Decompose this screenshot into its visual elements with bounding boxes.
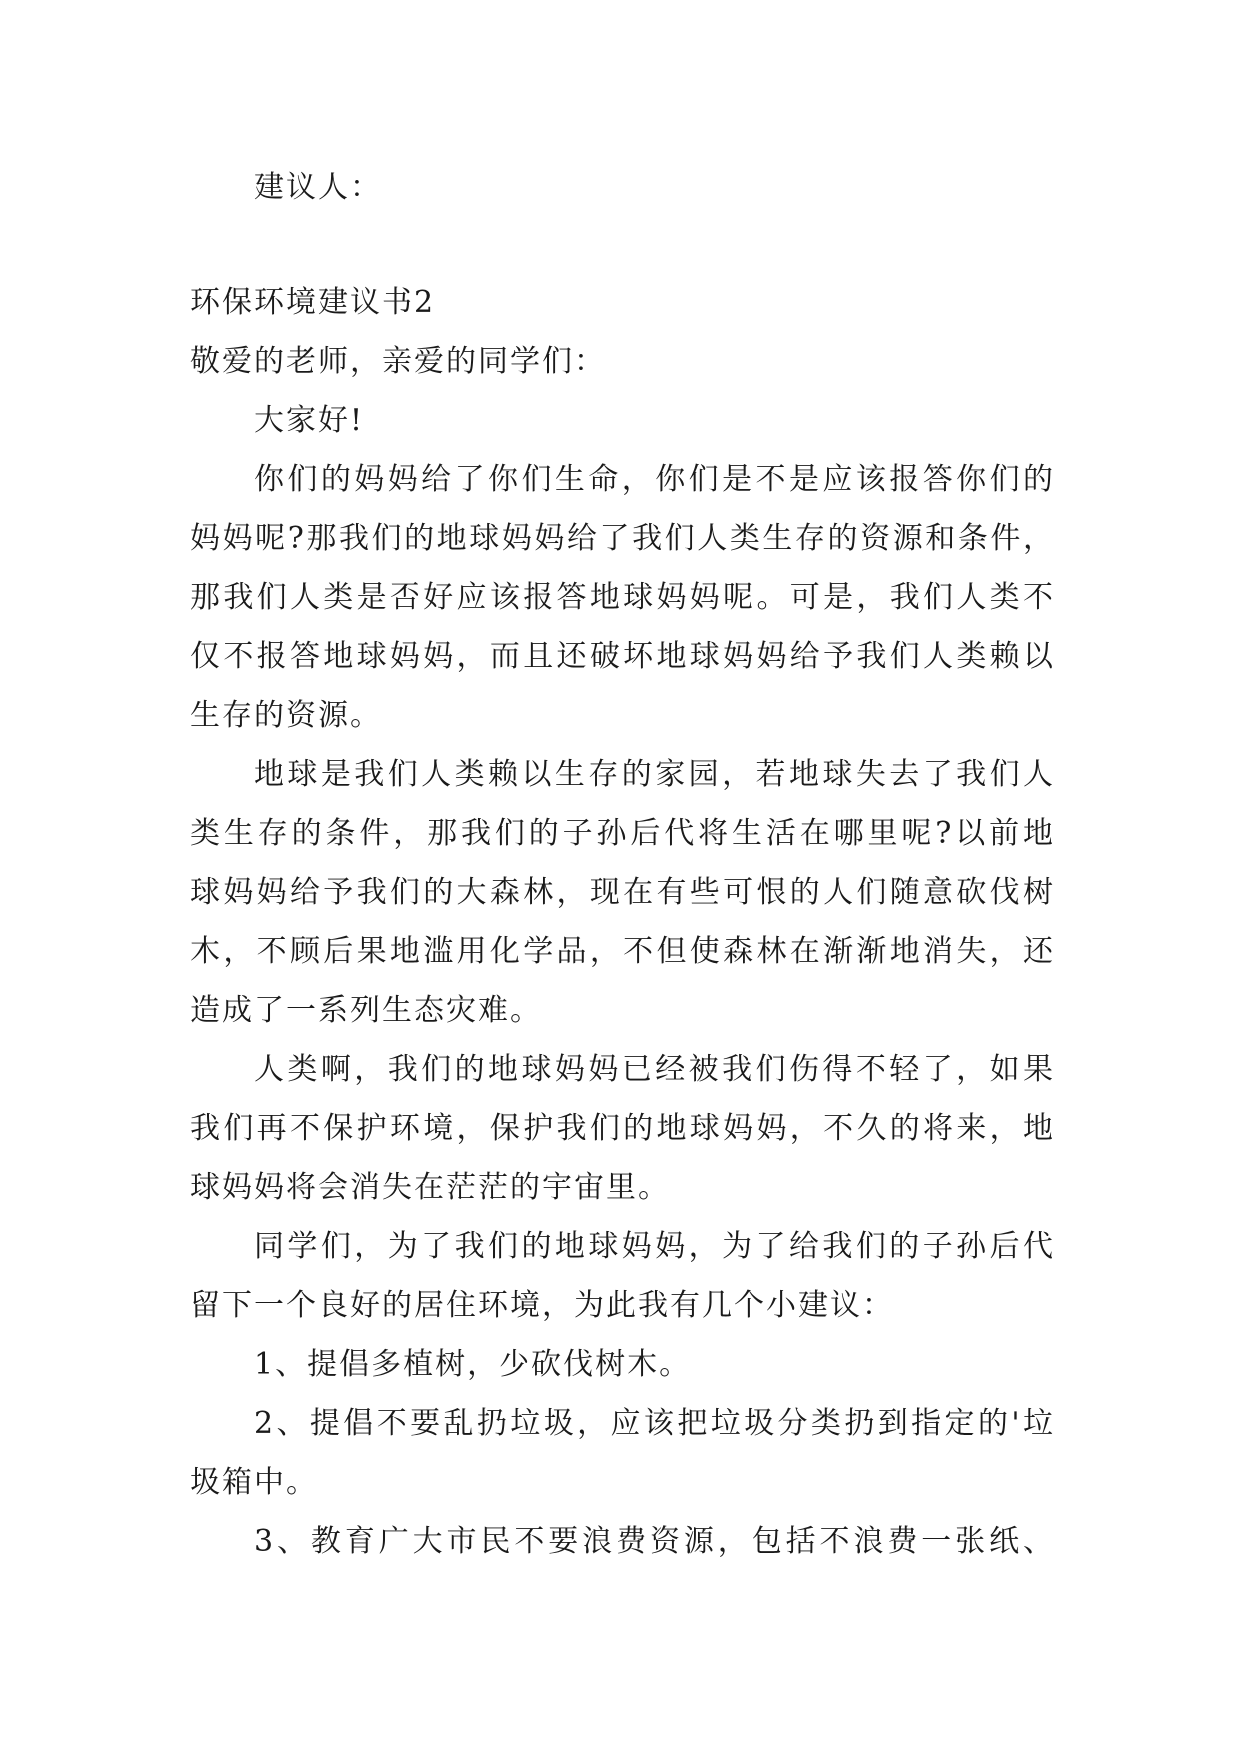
paragraph-line: 你们的妈妈给了你们生命，你们是不是应该报答你们的: [254, 462, 1055, 497]
paragraph-line: 我们再不保护环境，保护我们的地球妈妈，不久的将来，地: [190, 1111, 1055, 1146]
suggestion-item: 3、教育广大市民不要浪费资源，包括不浪费一张纸、: [254, 1524, 1055, 1559]
suggestion-item: 1、提倡多植树，少砍伐树木。: [254, 1347, 692, 1382]
document-title: 环保环境建议书2: [190, 285, 436, 320]
paragraph-line: 同学们，为了我们的地球妈妈，为了给我们的子孙后代: [254, 1229, 1055, 1264]
salutation: 敬爱的老师，亲爱的同学们：: [190, 344, 606, 379]
paragraph-line: 妈妈呢?那我们的地球妈妈给了我们人类生存的资源和条件，: [190, 521, 1055, 556]
paragraph-line: 球妈妈将会消失在茫茫的宇宙里。: [190, 1170, 670, 1205]
signer-label: 建议人：: [254, 170, 382, 205]
paragraph-line: 球妈妈给予我们的大森林，现在有些可恨的人们随意砍伐树: [190, 875, 1055, 910]
suggestion-item: 2、提倡不要乱扔垃圾，应该把垃圾分类扔到指定的'垃: [254, 1406, 1055, 1441]
paragraph-line: 生存的资源。: [190, 698, 382, 733]
paragraph-line: 那我们人类是否好应该报答地球妈妈呢。可是，我们人类不: [190, 580, 1055, 615]
paragraph-line: 人类啊，我们的地球妈妈已经被我们伤得不轻了，如果: [254, 1052, 1055, 1087]
paragraph-line: 类生存的条件，那我们的子孙后代将生活在哪里呢?以前地: [190, 816, 1055, 851]
greeting: 大家好!: [254, 403, 365, 438]
paragraph-line: 留下一个良好的居住环境，为此我有几个小建议：: [190, 1288, 894, 1323]
paragraph-line: 圾箱中。: [190, 1465, 318, 1500]
paragraph-line: 地球是我们人类赖以生存的家园，若地球失去了我们人: [254, 757, 1055, 792]
paragraph-line: 造成了一系列生态灾难。: [190, 993, 542, 1028]
paragraph-line: 木，不顾后果地滥用化学品，不但使森林在渐渐地消失，还: [190, 934, 1055, 969]
paragraph-line: 仅不报答地球妈妈，而且还破坏地球妈妈给予我们人类赖以: [190, 639, 1055, 674]
